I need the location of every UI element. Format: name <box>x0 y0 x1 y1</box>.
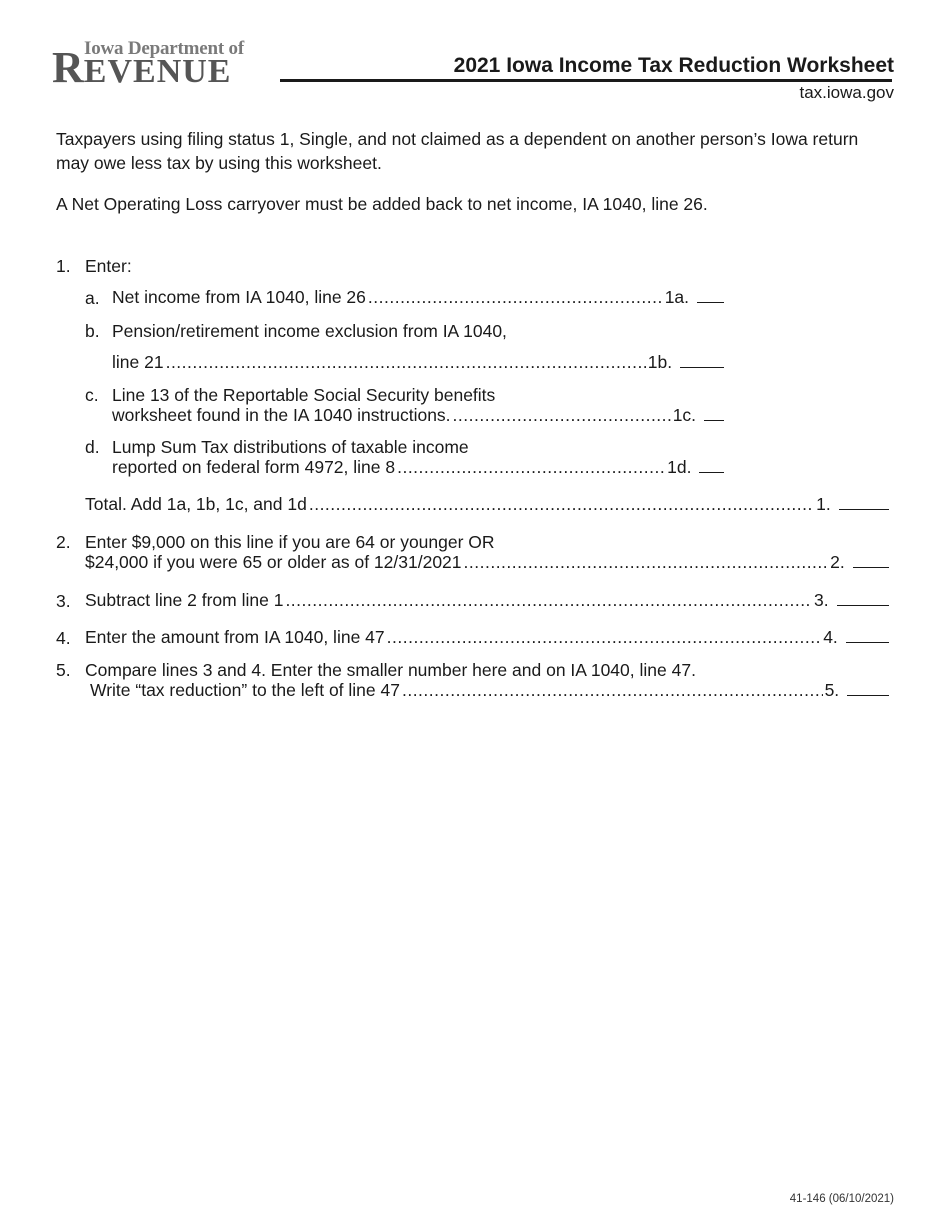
leader-dots <box>397 457 665 478</box>
line5-input[interactable] <box>847 694 889 696</box>
line3-row <box>85 590 889 611</box>
form-number: 41-146 (06/10/2021) <box>789 1193 894 1205</box>
line1d-text-cont: reported on federal form 4972, line 8 <box>112 457 396 477</box>
line2-text: Enter $9,000 on this line if you are 64 or younger OR <box>85 532 495 552</box>
line1c-row <box>112 405 724 426</box>
line1-prompt: Enter: <box>85 256 132 276</box>
logo-revenue-text <box>52 43 232 92</box>
line2-row <box>85 552 889 573</box>
line2-text-cont: $24,000 if you were 65 or older as of 12/31/2021 <box>85 552 462 572</box>
line4-label: 4. <box>823 627 838 647</box>
line1-number: 1. <box>56 256 71 276</box>
line2-number: 2. <box>56 532 71 552</box>
line1d-input[interactable] <box>699 471 724 473</box>
line1d-label: 1d. <box>667 457 692 477</box>
line2-input[interactable] <box>853 566 889 568</box>
line4-text: Enter the amount from IA 1040, line 47 <box>85 627 385 647</box>
line1a-input[interactable] <box>697 301 724 303</box>
line1c-input[interactable] <box>704 419 724 421</box>
line5-number: 5. <box>56 660 71 680</box>
line1b-text-cont: line 21 <box>112 352 164 372</box>
title-divider <box>280 79 892 82</box>
line1c-text-cont: worksheet found in the IA 1040 instructions. <box>112 405 451 425</box>
leader-dots <box>368 287 663 308</box>
line3-number: 3. <box>56 591 71 611</box>
line3-text: Subtract line 2 from line 1 <box>85 590 284 610</box>
line1b-text: Pension/retirement income exclusion from IA 1040, <box>112 321 507 341</box>
line1b-letter: b. <box>85 321 100 341</box>
line1-total-label: 1. <box>816 494 831 514</box>
line1-total-text: Total. Add 1a, 1b, 1c, and 1d <box>85 494 307 514</box>
line4-input[interactable] <box>846 641 889 643</box>
line5-text: Compare lines 3 and 4. Enter the smaller number here and on IA 1040, line 47. <box>85 660 696 680</box>
line1d-row <box>112 457 724 478</box>
line1a-text: Net income from IA 1040, line 26 <box>112 287 366 307</box>
leader-dots <box>402 680 823 701</box>
line4-number: 4. <box>56 628 71 648</box>
line2-label: 2. <box>830 552 845 572</box>
line1c-text: Line 13 of the Reportable Social Security benefits <box>112 385 496 405</box>
intro-paragraph-nol: A Net Operating Loss carryover must be added back to net income, IA 1040, line 26. <box>56 194 708 214</box>
line1c-letter: c. <box>85 385 99 405</box>
line1b-input[interactable] <box>680 366 724 368</box>
line1-total-input[interactable] <box>839 508 889 510</box>
page-title: 2021 Iowa Income Tax Reduction Worksheet <box>453 54 894 77</box>
line1b-row <box>112 352 724 373</box>
leader-dots <box>453 405 671 426</box>
line1b-label: 1b. <box>647 352 673 372</box>
leader-dots <box>464 552 829 573</box>
leader-dots <box>166 352 646 373</box>
line1a-row <box>112 287 724 308</box>
line1d-letter: d. <box>85 437 100 457</box>
line3-label: 3. <box>814 590 829 610</box>
line1c-label: 1c. <box>672 405 697 425</box>
logo-department-text: Iowa Department of <box>84 38 244 59</box>
logo-revenue-initial: R <box>52 43 84 92</box>
leader-dots <box>285 590 812 611</box>
line3-input[interactable] <box>837 604 889 606</box>
line5-row <box>90 680 889 701</box>
line5-label: 5. <box>824 680 840 700</box>
logo-revenue-rest: EVENUE <box>83 53 232 90</box>
website-link[interactable]: tax.iowa.gov <box>799 83 894 102</box>
line1a-label: 1a. <box>664 287 690 307</box>
intro-paragraph-eligibility: Taxpayers using filing status 1, Single, and not claimed as a dependent on another person’s Iowa return may owe less tax by using this worksheet. <box>56 129 859 173</box>
leader-dots <box>309 494 814 515</box>
line1a-letter: a. <box>85 288 100 308</box>
line1d-text: Lump Sum Tax distributions of taxable income <box>112 437 469 457</box>
line4-row <box>85 627 889 648</box>
leader-dots <box>387 627 822 648</box>
line5-text-cont: Write “tax reduction” to the left of line 47 <box>90 680 400 700</box>
line1-total-row <box>85 494 889 515</box>
